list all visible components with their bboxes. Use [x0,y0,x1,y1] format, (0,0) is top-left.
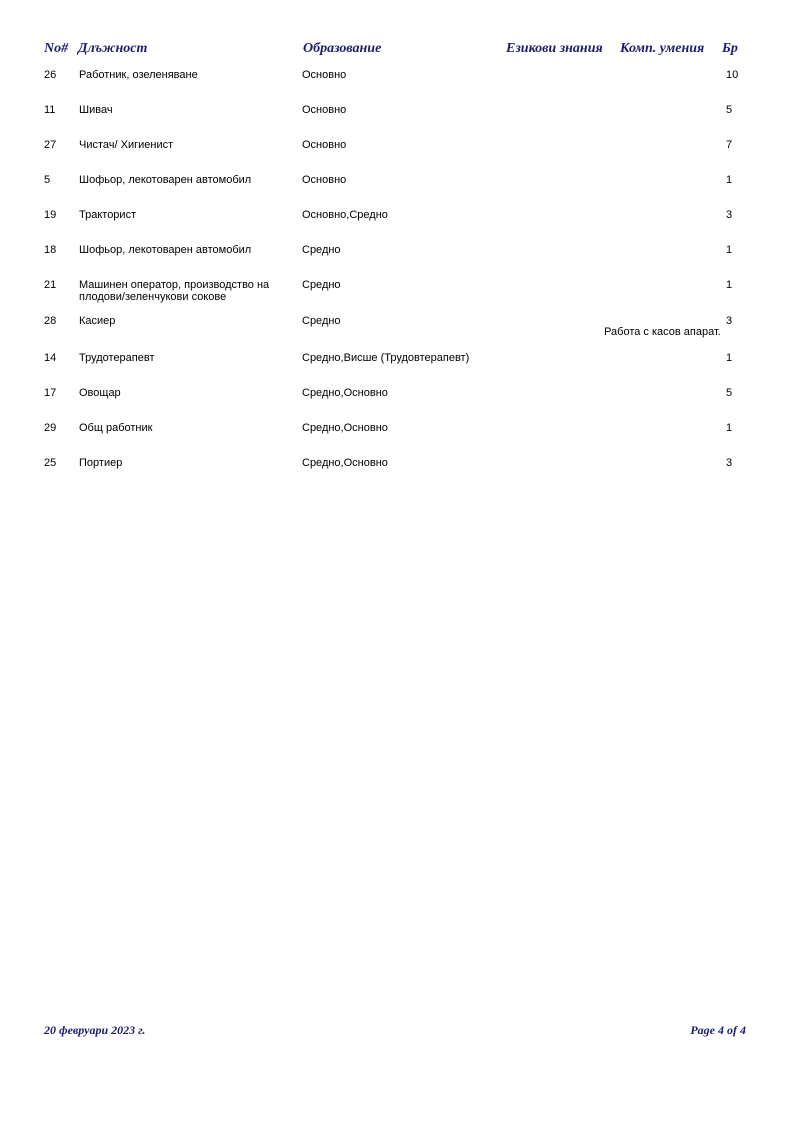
footer-page-number: Page 4 of 4 [690,1023,746,1037]
row-no: 19 [44,209,57,221]
row-position: Шофьор, лекотоварен автомобил [79,174,252,186]
row-no: 11 [44,104,56,116]
row-position: Тракторист [79,209,137,221]
row-no: 17 [44,387,57,399]
row-position: Чистач/ Хигиенист [79,139,174,151]
row-education: Основно [302,104,347,116]
row-count: 3 [726,315,733,327]
row-position: Машинен оператор, производство на плодови/зеленчукови сокове [79,279,270,303]
row-education: Основно,Средно [302,209,388,221]
row-position: Портиер [79,457,123,469]
row-position: Работник, озеленяване [79,69,198,81]
row-count: 10 [726,69,739,81]
row-no: 27 [44,139,57,151]
row-no: 21 [44,279,57,291]
row-position: Шивач [79,104,113,116]
row-position: Овощар [79,387,121,399]
row-education: Средно [302,315,341,327]
row-education: Средно,Основно [302,422,388,434]
row-count: 3 [726,209,733,221]
row-no: 18 [44,244,57,256]
row-education: Основно [302,139,347,151]
row-position: Общ работник [79,422,153,434]
row-education: Основно [302,69,347,81]
header-education: Образование [303,41,382,56]
row-count: 1 [726,279,733,291]
row-no: 5 [44,174,51,186]
row-computer-skills: Работа с касов апарат. [601,326,721,338]
footer-date: 20 февруари 2023 г. [44,1023,146,1037]
row-count: 1 [726,422,733,434]
header-computer-skills: Комп. умения [620,41,705,56]
row-education: Средно,Висше (Трудовтерапевт) [302,352,470,364]
row-no: 28 [44,315,57,327]
row-count: 5 [726,387,733,399]
row-education: Средно [302,279,341,291]
row-no: 29 [44,422,57,434]
row-education: Средно [302,244,341,256]
row-count: 1 [726,244,733,256]
row-no: 14 [44,352,57,364]
row-count: 7 [726,139,733,151]
row-count: 1 [726,174,733,186]
row-no: 25 [44,457,57,469]
row-education: Средно,Основно [302,387,388,399]
header-no: No# [44,41,69,56]
row-count: 3 [726,457,733,469]
row-count: 1 [726,352,733,364]
row-position: Трудотерапевт [79,352,155,364]
row-education: Основно [302,174,347,186]
row-position: Шофьор, лекотоварен автомобил [79,244,252,256]
header-count: Бр [722,41,738,56]
header-position: Длъжност [78,41,148,56]
header-languages: Езикови знания [506,41,603,56]
row-education: Средно,Основно [302,457,388,469]
row-count: 5 [726,104,733,116]
row-no: 26 [44,69,57,81]
row-position: Касиер [79,315,116,327]
